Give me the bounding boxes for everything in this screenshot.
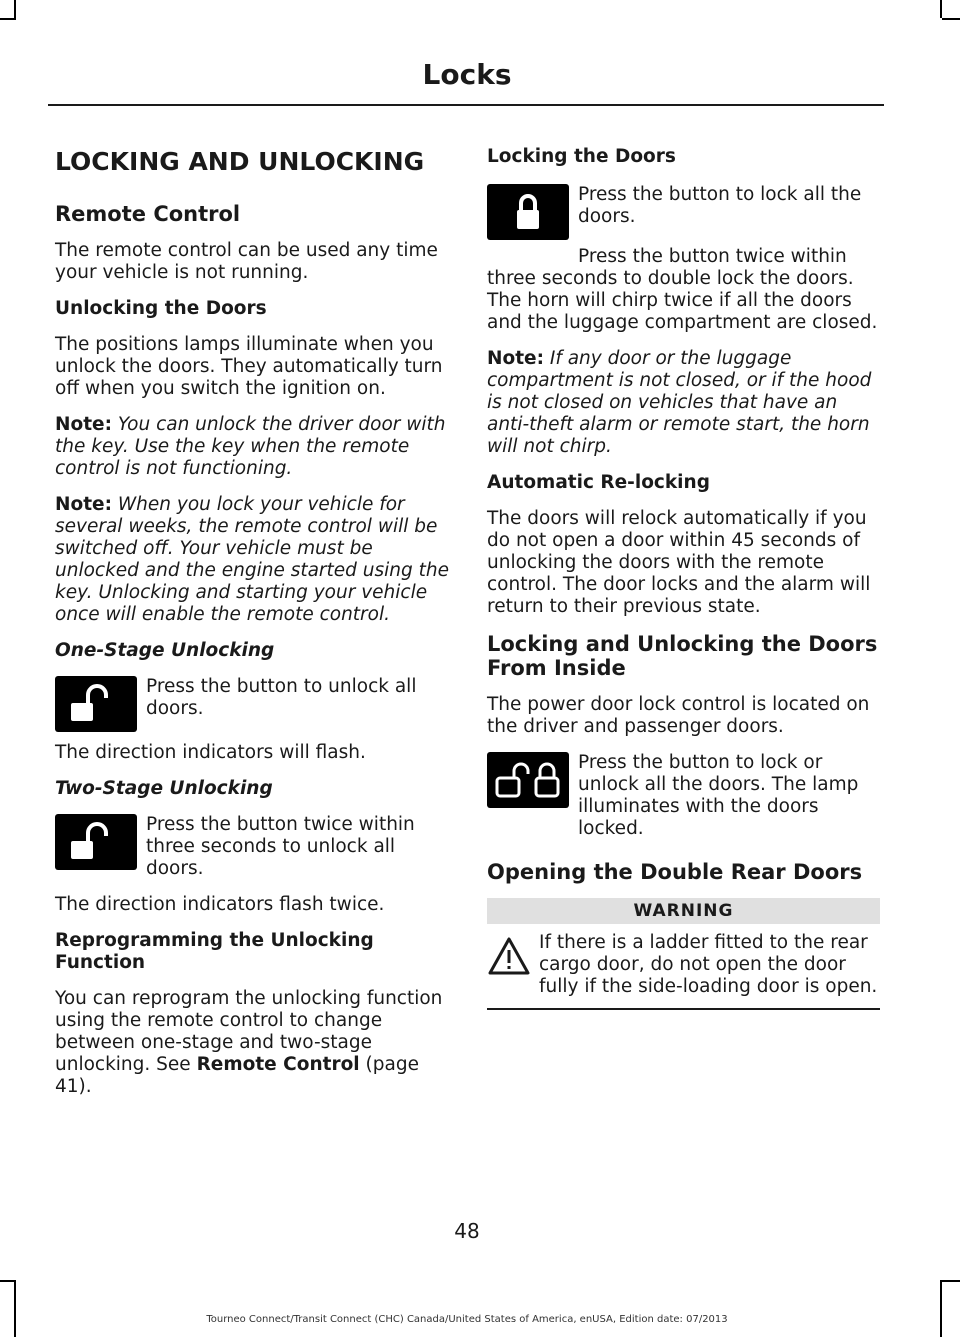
- reprogramming-text-start: You can reprogram the unlocking function using the remote control to change between one-stage and two-stage unlocking. See: [55, 988, 443, 1075]
- locking-doors-heading: Locking the Doors: [487, 146, 676, 167]
- reprogramming-text: [55, 988, 450, 1098]
- page-number: 48: [454, 1219, 480, 1243]
- lock-from-inside-text: The power door lock control is located on the driver and passenger doors.: [487, 694, 870, 737]
- lock-icon-row: [487, 184, 880, 240]
- note-remote-switched-off: [55, 494, 450, 626]
- double-rear-doors-heading: Opening the Double Rear Doors: [487, 860, 863, 884]
- crop-mark: [940, 0, 942, 18]
- footer-edition: Tourneo Connect/Transit Connect (CHC) Canada/United States of America, enUSA, Edition date: 07/2013: [206, 1314, 728, 1325]
- warning-triangle-icon: [487, 936, 531, 976]
- right-column: [487, 146, 880, 1010]
- note-horn-chirp: [487, 348, 880, 458]
- note-text: If any door or the luggage compartment is not closed, or if the hood is not closed on vehicles that have an anti-theft alarm or remote start, the horn will not chirp.: [487, 348, 872, 457]
- reprogramming-heading: Reprogramming the Unlocking Function: [55, 930, 374, 973]
- crop-mark: [14, 1280, 16, 1337]
- lock-icon: [487, 184, 569, 240]
- crop-mark: [0, 1280, 16, 1282]
- remote-control-heading: Remote Control: [55, 202, 241, 226]
- note-label: Note:: [55, 414, 112, 435]
- two-stage-icon-text: Press the button twice within three seconds to unlock all doors.: [146, 814, 415, 879]
- warning-box: [487, 932, 880, 1010]
- remote-control-text: The remote control can be used any time your vehicle is not running.: [55, 240, 438, 283]
- unlocking-doors-heading: Unlocking the Doors: [55, 298, 267, 319]
- one-stage-icon-row: [55, 676, 450, 732]
- two-stage-after-text: The direction indicators flash twice.: [55, 894, 385, 915]
- two-stage-heading: Two-Stage Unlocking: [55, 778, 273, 799]
- note-label: Note:: [55, 494, 112, 515]
- crop-mark: [0, 18, 16, 20]
- warning-text: If there is a ladder fitted to the rear cargo door, do not open the door fully if the side-loading door is open.: [539, 932, 878, 997]
- unlocking-doors-text: The positions lamps illuminate when you unlock the doors. They automatically turn off when you switch the ignition on.: [55, 334, 443, 399]
- automatic-relocking-text: The doors will relock automatically if you do not open a door within 45 seconds of unlocking the doors with the remote control. The door locks and the alarm will return to their previous state.: [487, 508, 871, 617]
- section-heading: LOCKING AND UNLOCKING: [55, 147, 425, 176]
- crop-mark: [940, 1280, 942, 1337]
- note-key-unlock: [55, 414, 450, 480]
- remote-control-xref-link[interactable]: Remote Control: [196, 1054, 360, 1075]
- crop-mark: [942, 1280, 960, 1282]
- reprogramming-text-end: (page 41).: [55, 1054, 419, 1097]
- double-lock-text: Press the button twice within three seconds to double lock the doors. The horn will chirp twice if all the doors and the luggage compartment are closed.: [487, 246, 878, 333]
- lock-from-inside-heading: Locking and Unlocking the Doors From Inside: [487, 632, 878, 680]
- door-lock-switch-icon: [487, 752, 569, 808]
- lock-icon-text: Press the button to lock all the doors.: [578, 184, 862, 227]
- crop-mark: [14, 0, 16, 18]
- door-lock-switch-row: [487, 752, 880, 840]
- page-header-title: Locks: [422, 58, 512, 91]
- unlock-icon: [55, 676, 137, 732]
- note-text: You can unlock the driver door with the key. Use the key when the remote control is not functioning.: [55, 414, 446, 479]
- left-column: [55, 146, 450, 1112]
- one-stage-heading: One-Stage Unlocking: [55, 640, 275, 661]
- header-rule: [48, 104, 884, 106]
- note-label: Note:: [487, 348, 544, 369]
- automatic-relocking-heading: Automatic Re-locking: [487, 472, 710, 493]
- crop-mark: [942, 18, 960, 20]
- one-stage-icon-text: Press the button to unlock all doors.: [146, 676, 417, 719]
- two-stage-icon-row: [55, 814, 450, 880]
- unlock-icon: [55, 814, 137, 870]
- warning-label: WARNING: [487, 898, 880, 924]
- door-lock-switch-text: Press the button to lock or unlock all the doors. The lamp illuminates with the doors locked.: [578, 752, 859, 839]
- note-text: When you lock your vehicle for several weeks, the remote control will be switched off. Your vehicle must be unlocked and the engine started using the key. Unlocking and starting your vehicle once will enable the remote control.: [55, 494, 450, 625]
- one-stage-after-text: The direction indicators will flash.: [55, 742, 366, 763]
